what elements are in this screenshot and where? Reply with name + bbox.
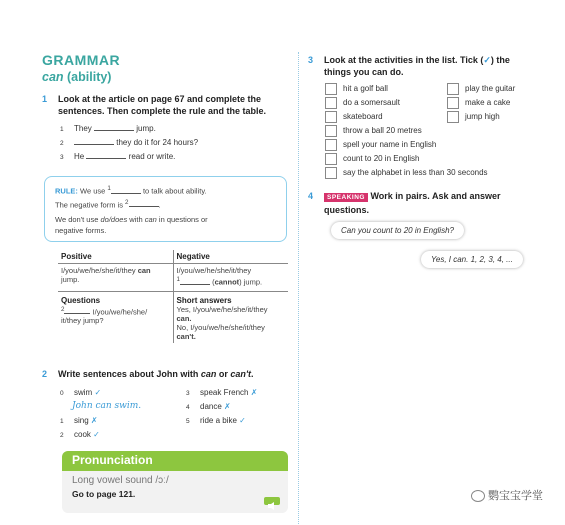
activity-row (325, 125, 488, 139)
item-word: cook (74, 430, 91, 439)
rule-text: in questions or (156, 215, 208, 224)
activity-row (447, 83, 515, 97)
activity-checkbox[interactable] (325, 153, 337, 165)
grammar-sub-rest: (ability) (63, 70, 112, 84)
cell-text: I/you/we/he/she/it/they (61, 266, 138, 275)
item-post: read or write. (126, 152, 176, 161)
short-answers-header: Short answers (176, 295, 232, 305)
item-number: 3 (60, 154, 64, 161)
tick-icon: ✓ (483, 55, 491, 65)
rule-text: The negative form is (55, 200, 126, 209)
exercise-1-item (60, 123, 156, 135)
blank-number: 1 (107, 185, 111, 192)
answer-blank[interactable] (111, 186, 141, 194)
activity-label: play the guitar (465, 84, 516, 94)
negative-cell: I/you/we/he/she/it/they $^1$ (cannot) jump. (173, 264, 288, 292)
watermark-text: 鹦宝宝学堂 (488, 490, 543, 502)
cell-bold: can (137, 266, 151, 275)
blank-number: 1 (176, 276, 180, 283)
activity-checkbox[interactable] (325, 97, 337, 109)
activity-row (447, 111, 515, 125)
exercise-1-item (60, 151, 175, 163)
cell-text: No, I/you/we/he/she/it/they (176, 322, 265, 332)
exercise-2-item (186, 387, 257, 399)
exercise-1-instruction (58, 93, 266, 117)
cell-text: I/you/we/he/she/it/they (176, 266, 252, 275)
exercise-3-number: 3 (308, 55, 314, 65)
item-word: swim (74, 388, 93, 397)
item-word: ride a bike (200, 416, 237, 425)
table-row (58, 291, 288, 343)
negative-header: Negative (173, 250, 288, 264)
answer-blank[interactable] (129, 199, 159, 207)
tick-icon: ✓ (239, 416, 246, 425)
grammar-subheading (42, 70, 111, 84)
activity-checkbox[interactable] (325, 125, 337, 137)
watermark (471, 487, 543, 503)
cell-text: jump. (61, 275, 80, 284)
example-answer: John can swim. (72, 401, 142, 411)
cross-icon: ✗ (224, 402, 231, 411)
rule-text: to talk about ability. (140, 186, 207, 196)
instruction-text: or (216, 369, 231, 379)
questions-cell (58, 291, 173, 343)
exercise-3-instruction-line1 (324, 54, 510, 66)
activity-label: say the alphabet in less than 30 seconds (343, 168, 488, 178)
item-post: jump. (134, 124, 156, 133)
positive-cell (58, 264, 173, 292)
exercise-1-instruction-line2: sentences. Then complete the rule and the table. (58, 106, 267, 116)
pronunciation-box (62, 451, 288, 513)
activity-row (447, 97, 515, 111)
speech-bubble-answer: Yes, I can. 1, 2, 3, 4, ... (421, 251, 523, 268)
exercise-4-instruction-line1 (324, 190, 501, 204)
activity-row (325, 153, 488, 167)
exercise-4-instruction-line2: questions. (324, 205, 370, 215)
activity-label: spell your name in English (343, 140, 437, 150)
table-row (58, 250, 288, 264)
questions-header: Questions (61, 295, 101, 305)
exercise-2-instruction (58, 368, 254, 380)
item-word: dance (200, 402, 222, 411)
exercise-2-example (60, 387, 101, 399)
item-number: 5 (186, 418, 190, 425)
exercise-4-number: 4 (308, 191, 314, 201)
activity-list-right (447, 83, 515, 125)
activity-label: jump high (465, 112, 500, 122)
speech-bubble-question: Can you count to 20 in English? (331, 222, 464, 239)
activity-label: do a somersault (343, 98, 400, 108)
short-answers-cell (173, 291, 288, 343)
instruction-text: Work in pairs. Ask and answer (367, 191, 501, 201)
rule-line4: negative forms. (55, 226, 107, 235)
exercise-2-item (60, 415, 98, 427)
table-row (58, 264, 288, 292)
rule-text: with (127, 215, 145, 224)
item-number: 0 (60, 390, 64, 397)
rule-line2 (55, 197, 276, 211)
answer-blank[interactable] (64, 306, 90, 314)
wechat-icon (471, 490, 485, 502)
item-number: 1 (60, 418, 64, 425)
cell-text: I/you/we/he/she/ (90, 307, 148, 316)
activity-row (325, 139, 488, 153)
activity-row (325, 167, 488, 181)
rule-italic: can (144, 215, 157, 224)
activity-label: throw a ball 20 metres (343, 126, 422, 136)
answer-blank[interactable] (180, 277, 210, 285)
audio-icon[interactable] (264, 497, 280, 505)
instruction-italic: can (200, 369, 217, 379)
cell-text: Yes, I/you/we/he/she/it/they (176, 304, 268, 314)
exercise-2-number: 2 (42, 369, 48, 379)
exercise-3-instruction-line2: things you can do. (324, 67, 404, 77)
instruction-italic: can't (230, 369, 252, 379)
rule-box (44, 176, 287, 242)
item-number: 4 (186, 404, 190, 411)
exercise-3-instruction (324, 54, 510, 78)
exercise-4-instruction (324, 190, 501, 216)
tick-icon: ✓ (94, 388, 102, 397)
activity-checkbox[interactable] (447, 83, 459, 95)
item-number: 1 (60, 126, 64, 133)
rule-label: RULE: (55, 186, 78, 196)
exercise-2-item (60, 429, 100, 441)
item-post: they do it for 24 hours? (114, 138, 199, 147)
positive-header: Positive (58, 250, 173, 264)
item-number: 2 (60, 432, 64, 439)
exercise-1-instruction-line1: Look at the article on page 67 and complete the (58, 94, 262, 104)
tick-icon: ✓ (93, 430, 100, 439)
activity-checkbox[interactable] (447, 111, 459, 123)
cell-text: ) jump. (239, 277, 263, 287)
activity-checkbox[interactable] (325, 139, 337, 151)
pronunciation-topic: Long vowel sound /ɔː/ (72, 475, 169, 486)
instruction-text: ) the (490, 55, 510, 65)
instruction-text: Write sentences about John with (58, 369, 201, 379)
item-number: 2 (60, 140, 64, 147)
cross-icon: ✗ (90, 416, 98, 425)
answer-blank[interactable] (94, 123, 134, 131)
exercise-2-item (186, 401, 231, 413)
answer-blank[interactable] (74, 137, 114, 145)
activity-checkbox[interactable] (325, 167, 337, 179)
grammar-heading: GRAMMAR (42, 52, 121, 68)
activity-checkbox[interactable] (325, 111, 337, 123)
pronunciation-page-ref: Go to page 121. (72, 489, 136, 499)
cell-text: it/they jump? (61, 316, 104, 325)
exercise-2-item (186, 415, 246, 427)
cell-bold: cannot (214, 277, 240, 287)
cross-icon: ✗ (250, 388, 258, 397)
grammar-sub-word: can (42, 70, 64, 84)
rule-line1 (55, 183, 276, 197)
activity-label: hit a golf ball (343, 84, 388, 94)
exercise-1-item (60, 137, 198, 149)
blank-number: 2 (61, 305, 65, 313)
blank-number: 2 (125, 198, 129, 206)
instruction-text: . (251, 369, 254, 379)
speaking-badge: SPEAKING (324, 193, 368, 202)
item-pre: They (74, 124, 95, 133)
rule-italic: do/does (100, 215, 128, 224)
pronunciation-title: Pronunciation (62, 451, 288, 471)
rule-text: We use (77, 186, 108, 196)
item-word: sing (74, 416, 89, 425)
rule-text: We don't use (55, 215, 101, 224)
item-word: speak French (200, 388, 249, 397)
rule-text: . (158, 200, 161, 209)
item-pre: He (74, 152, 87, 161)
instruction-text: Look at the activities in the list. Tick ( (324, 55, 484, 65)
column-divider (298, 52, 299, 524)
activity-checkbox[interactable] (325, 83, 337, 95)
activity-checkbox[interactable] (447, 97, 459, 109)
cell-bold: can't. (176, 331, 196, 341)
activity-label: skateboard (343, 112, 383, 122)
activity-label: count to 20 in English (343, 154, 420, 164)
grammar-table (58, 250, 288, 343)
exercise-1-number: 1 (42, 94, 48, 104)
cell-bold: can. (176, 313, 192, 323)
answer-blank[interactable] (86, 151, 126, 159)
item-number: 3 (186, 390, 190, 397)
activity-label: make a cake (465, 98, 511, 108)
rule-line3 (55, 214, 276, 225)
